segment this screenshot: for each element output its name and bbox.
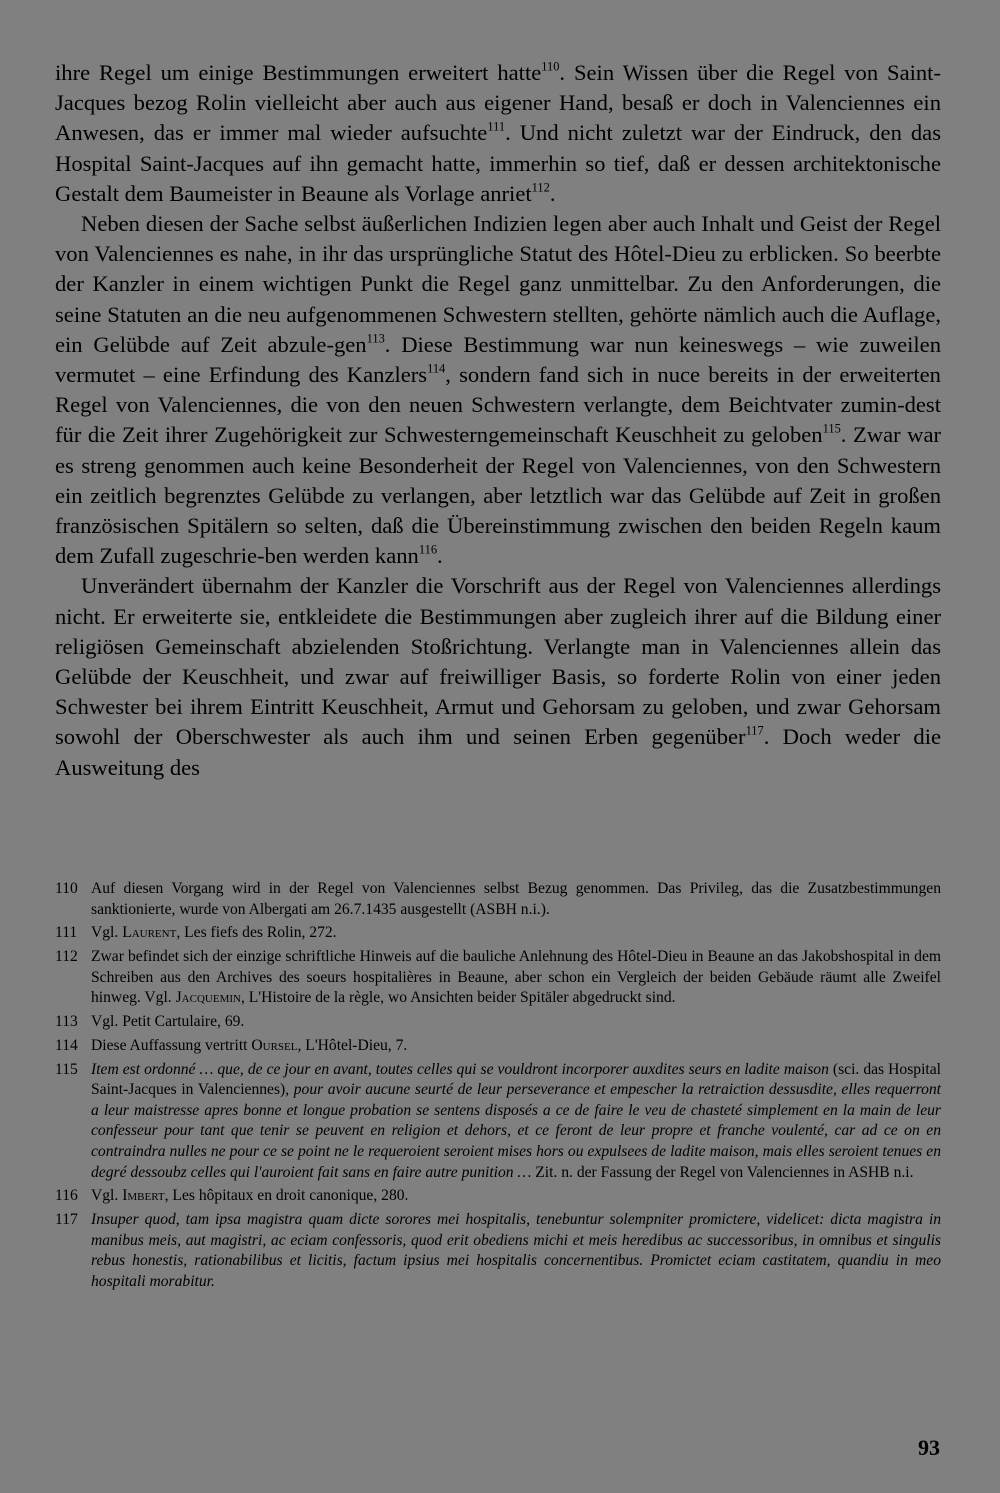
text-run: . Und nicht zuletzt war der Eindruck, den das Hospital Saint-Jacques auf ihn gemacht hatte, immerhin so tief, daß er dessen architektonische Gestalt dem Baumeister in Beaune als Vorlage anriet: [55, 120, 941, 206]
footnote-117: [55, 1210, 941, 1292]
text-run: ihre Regel um einige Bestimmungen erweitert hatte: [55, 60, 542, 85]
footnote-text: Vgl. Petit Cartulaire, 69.: [91, 1013, 245, 1031]
footnote-text: [91, 1186, 941, 1207]
footnote-112: [55, 947, 941, 1009]
text-run: . Diese Bestimmung war nun keineswegs – wie zuweilen vermutet – eine Erfindung des Kanzlers: [55, 331, 941, 388]
text-run: Vgl.: [91, 1187, 123, 1205]
text-run: Zit. n. der Fassung der Regel von Valenciennes in ASHB n.i.: [531, 1163, 914, 1181]
footnote-text: Insuper quod, tam ipsa magistra quam dicte sorores mei hospitalis, tenebuntur solempniter promictere, videlicet: dicta magistra in manibus meis, aut magistri, ac eciam confessoris, quod erit obediens michi et meis heredibus ac successoribus, in omnibus et singulis rebus honestis, rationabilibus et licitis, factum ipsius mei hospitalis concernentibus. Promictet eciam castitatem, quandiu in meo hospitali morabitur.: [91, 1211, 941, 1290]
footnote-number: 112: [55, 948, 78, 966]
text-run: Diese Auffassung vertritt: [91, 1036, 252, 1054]
footnote-text: Auf diesen Vorgang wird in der Regel von Valenciennes selbst Bezug genommen. Das Privileg, das die Zusatzbestimmungen sanktionierte, wurde von Albergati am 26.7.1435 ausgestellt (ASBH n.i.).: [91, 880, 941, 918]
text-run: Vgl.: [91, 924, 123, 942]
text-run: . Doch weder die Ausweitung des: [55, 724, 941, 780]
footnote-ref-115[interactable]: 115: [822, 422, 841, 437]
main-text: [55, 58, 941, 783]
paragraph-3: [55, 571, 941, 782]
text-run: , Les fiefs des Rolin, 272.: [176, 924, 337, 942]
footnote-ref-113[interactable]: 113: [366, 331, 385, 346]
page-number: 93: [918, 1435, 940, 1460]
footnote-number: 116: [55, 1187, 78, 1205]
footnote-number: 111: [55, 924, 78, 942]
text-run: Zwar befindet sich der einzige schriftliche Hinweis auf die bauliche Anlehnung des Hôtel-Dieu in Beaune an das Jakobshospital in dem Schreiben aus den Archives des soeurs hospitalières in Beaune, aber schon ein Vergleich der beiden Gebäude räumt alle Zweifel hinweg. Vgl.: [91, 948, 941, 1007]
footnote-number: 114: [55, 1036, 78, 1054]
text-run: , L'Hôtel-Dieu, 7.: [297, 1036, 408, 1054]
text-run: (sci. das Hospital Saint-Jacques in Valenciennes),: [91, 1060, 941, 1099]
text-run: . Sein Wissen über die Regel von Saint-Jacques bezog Rolin vielleicht aber auch aus eigener Hand, besaß er doch in Valenciennes ein Anwesen, das er immer mal wieder aufsuchte: [55, 60, 941, 146]
paragraph-1: [55, 58, 941, 209]
text-run: , sondern fand sich in nuce bereits in der erweiterten Regel von Valenciennes, die von den neuen Schwestern verlangte, dem Beichtvater zumin-dest für die Zeit ihrer Zugehörigkeit zur Schwesterngemeinschaft Keuschheit zu geloben: [55, 362, 941, 448]
footnote-number: 113: [55, 1013, 78, 1031]
text-run: , Les hôpitaux en droit canonique, 280.: [164, 1187, 409, 1205]
footnote-ref-117[interactable]: 117: [745, 724, 764, 739]
footnote-ref-110[interactable]: 110: [541, 59, 560, 74]
author-name: Oursel: [251, 1036, 298, 1054]
author-name: Jacquemin: [175, 989, 241, 1007]
text-run: . Zwar war es streng genommen auch keine Besonderheit der Regel von Valenciennes, von den Schwestern ein zeitlich begrenztes Gelübde zu verlangen, aber letztlich war das Gelübde auf Zeit in großen französischen Spitälern so selten, daß die Übereinstimmung zwischen den beiden Regeln kaum dem Zufall zugeschrie-ben werden kann: [55, 422, 942, 569]
author-name: Laurent: [122, 924, 177, 942]
text-run: .: [437, 543, 443, 569]
footnote-110: [55, 879, 941, 920]
footnote-115: [55, 1060, 941, 1184]
footnote-ref-112[interactable]: 112: [531, 180, 550, 195]
text-run: .: [549, 180, 556, 206]
footnote-111: [55, 923, 941, 944]
footnote-text: [91, 1060, 941, 1184]
text-run: , L'Histoire de la règle, wo Ansichten beider Spitäler abgedruckt sind.: [240, 989, 676, 1007]
quotation-italic: pour avoir aucune seurté de leur perseverance et empescher la retraiction dessusdite, elles requerront a leur maistresse apres bonne et longue probation se sentens disposés a ce de faire le veu de chasteté simplement en la main de leur confesseur pour tant que tenir se peuvent en religion et dehors, et ce feront de leur propre et franche voulenté, car ad ce on en contraindra nulles ne pour ce se point ne le requeroient seroient mises hors ou expulsees de ladite maison, mais elles seroient tenues en degré dessoubz celles qui l'auroient fait sans en faire autre punition …: [91, 1081, 942, 1181]
footnote-text: [91, 947, 941, 1009]
footnotes: [55, 879, 941, 1296]
footnote-number: 110: [55, 880, 78, 897]
footnote-ref-116[interactable]: 116: [418, 542, 438, 557]
quotation-italic: Item est ordonné … que, de ce jour en avant, toutes celles qui se vouldront incorporer auxdites seurs en ladite maison: [91, 1060, 829, 1078]
footnote-113: [55, 1012, 941, 1033]
footnote-number: 115: [55, 1060, 78, 1078]
paragraph-2: [55, 209, 941, 571]
footnote-ref-114[interactable]: 114: [427, 361, 446, 376]
footnote-text: [91, 923, 941, 944]
footnote-text: [91, 1036, 941, 1057]
author-name: Imbert: [122, 1187, 165, 1205]
footnote-116: [55, 1186, 941, 1207]
footnote-ref-111[interactable]: 111: [487, 120, 506, 135]
text-run: Unverändert übernahm der Kanzler die Vorschrift aus der Regel von Valenciennes allerdings nicht. Er erweiterte sie, entkleidete die Bestimmungen aber zugleich ihrer auf die Bildung einer religiösen Gemeinschaft abzielenden Stoßrichtung. Verlangte man in Valenciennes allein das Gelübde der Keuschheit, und zwar auf freiwilliger Basis, so forderte Rolin von einer jeden Schwester bei ihrem Eintritt Keuschheit, Armut und Gehorsam zu geloben, und zwar Gehorsam sowohl der Oberschwester als auch ihm und seinen Erben gegenüber: [55, 573, 941, 750]
text-run: Neben diesen der Sache selbst äußerlichen Indizien legen aber auch Inhalt und Geist der Regel von Valenciennes es nahe, in ihr das ursprüngliche Statut des Hôtel-Dieu zu erblicken. So beerbte der Kanzler in einem wichtigen Punkt die Regel ganz unmittelbar. Zu den Anforderungen, die seine Statuten an die neu aufgenommenen Schwestern stellten, gehörte nämlich auch die Auflage, ein Gelübde auf Zeit abzule-gen: [55, 211, 941, 357]
footnote-number: 117: [55, 1211, 78, 1229]
footnote-114: [55, 1036, 941, 1057]
